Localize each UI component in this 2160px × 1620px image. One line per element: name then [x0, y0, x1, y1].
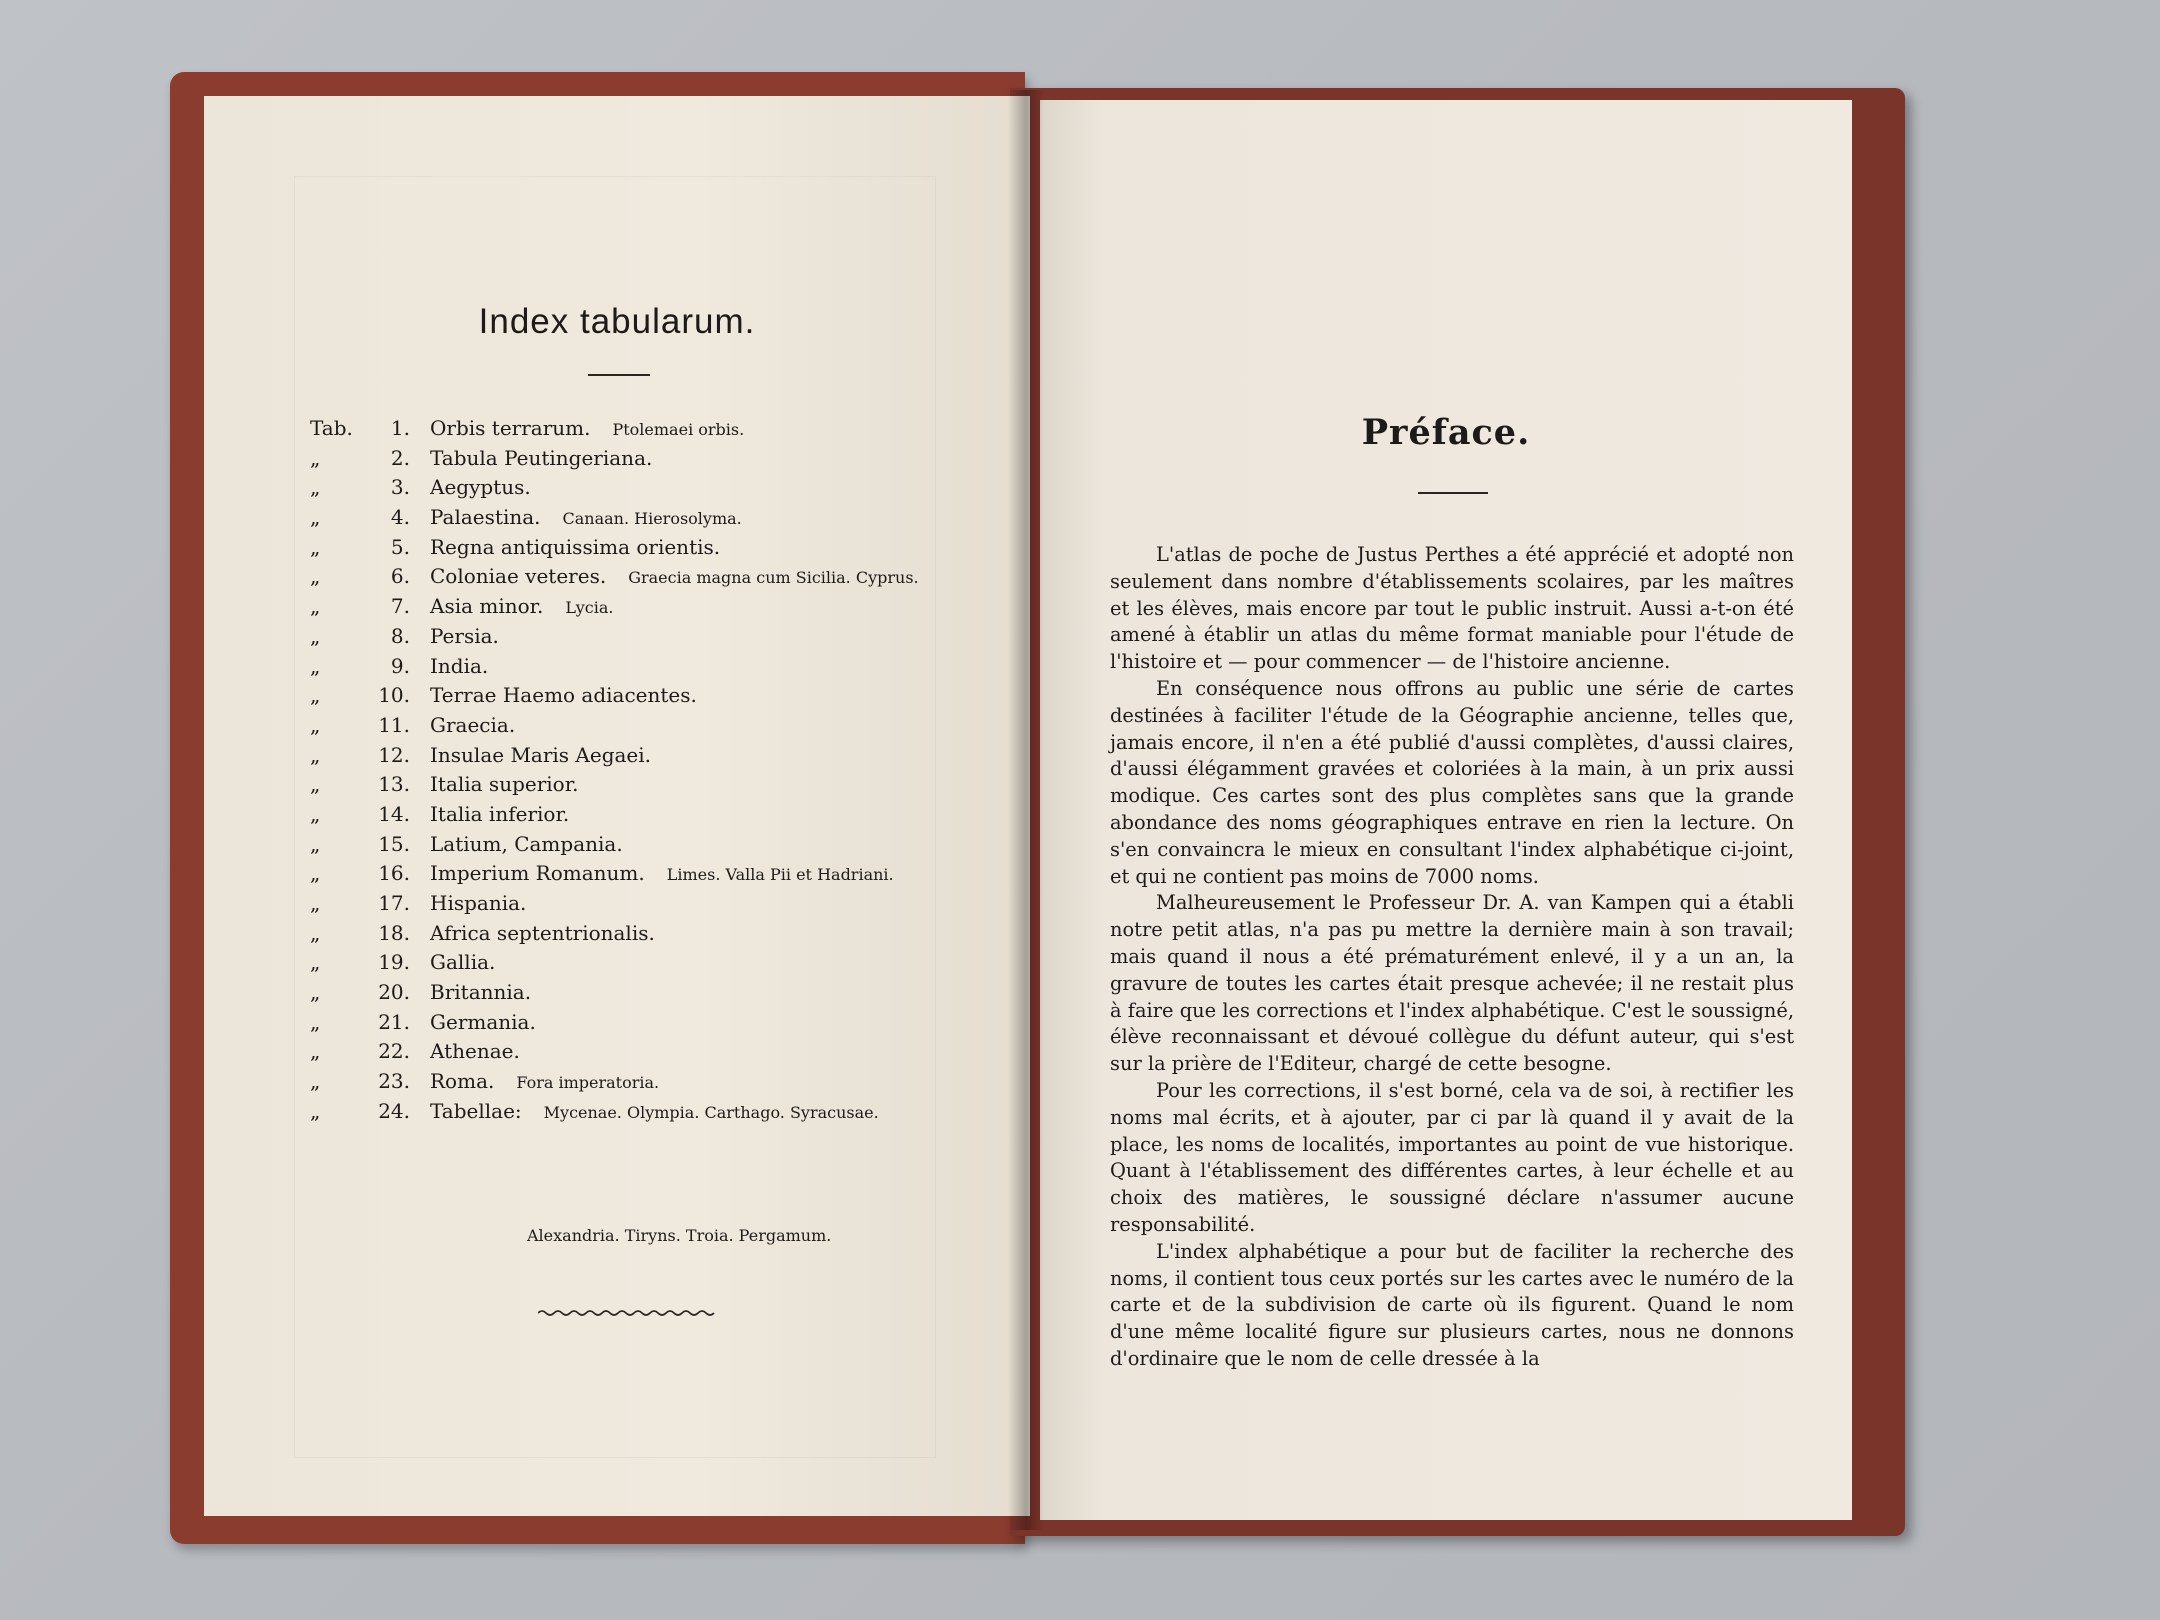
index-entry: [310, 505, 1010, 535]
index-entry-name: Italia superior.: [430, 772, 579, 797]
index-entry-name: Imperium Romanum.: [430, 861, 645, 886]
index-entry-prefix: „: [310, 772, 321, 797]
index-entry-number: 4.: [390, 505, 410, 530]
index-entry: [310, 743, 1010, 773]
index-entry-subtitle: Graecia magna cum Sicilia. Cyprus.: [628, 568, 919, 588]
index-entry-prefix: „: [310, 564, 321, 589]
index-entry-prefix: „: [310, 475, 321, 500]
preface-paragraph: En conséquence nous offrons au public une série de cartes destinées à faciliter l'étude de la Géographie ancienne, telles que, jamais encore, il n'en a été publié d'aussi complètes, d'aussi claires, d'aussi élégamment gravées et coloriées à la main, à un prix aussi modique. Ces cartes sont des plus complètes sans que la grande abondance des noms géographiques entrave en rien la lecture. On s'en convaincra le mieux en consultant l'index alphabétique ci-joint, et qui ne contient pas moins de 7000 noms.: [1110, 676, 1794, 888]
index-entry-prefix: „: [310, 445, 321, 470]
index-entry-prefix: „: [310, 594, 321, 619]
index-entry: [310, 446, 1010, 476]
index-entry-prefix: „: [310, 980, 321, 1005]
index-entry-subtitle: Canaan. Hierosolyma.: [562, 509, 742, 529]
index-entry: [310, 475, 1010, 505]
index-entry: [310, 772, 1010, 802]
index-entry-name: Tabula Peutingeriana.: [430, 445, 653, 470]
index-entry: [310, 1039, 1010, 1069]
index-entry-name: Italia inferior.: [430, 801, 570, 826]
index-entry-name: Gallia.: [430, 950, 496, 975]
index-entry-name: Germania.: [430, 1009, 536, 1034]
index-entry-name: Graecia.: [430, 712, 516, 737]
index-entry-prefix: „: [310, 1069, 321, 1094]
index-entry-prefix: Tab.: [310, 416, 353, 440]
index-entry-number: 16.: [378, 861, 410, 886]
index-entry-number: 11.: [378, 712, 410, 737]
preface-title-rule: [1418, 492, 1488, 494]
index-entry-prefix: „: [310, 623, 321, 648]
index-entry-number: 7.: [390, 594, 410, 619]
index-entry-subtitle: Lycia.: [565, 598, 614, 618]
preface-title: Préface.: [1361, 412, 1531, 453]
index-entry-prefix: „: [310, 950, 321, 975]
index-entry-number: 9.: [390, 653, 410, 678]
index-list: [310, 416, 1010, 1129]
index-entry: [310, 921, 1010, 951]
index-entry-name: Asia minor.: [430, 594, 544, 619]
book-spine: [1008, 90, 1044, 1530]
index-entry-number: 24.: [378, 1098, 410, 1123]
index-entry-number: 8.: [390, 623, 410, 648]
index-entry-prefix: „: [310, 1098, 321, 1123]
index-entry-subtitle: Mycenae. Olympia. Carthago. Syracusae.: [543, 1102, 879, 1122]
index-entry: [310, 1010, 1010, 1040]
index-entry: [310, 861, 1010, 891]
index-entry-prefix: „: [310, 505, 321, 530]
index-entry: [310, 950, 1010, 980]
index-entry-prefix: „: [310, 891, 321, 915]
index-entry-name: Aegyptus.: [430, 475, 531, 500]
index-entry-prefix: „: [310, 801, 321, 826]
index-entry-number: 6.: [390, 564, 410, 589]
index-entry-number: 23.: [378, 1069, 410, 1094]
index-entry-prefix: „: [310, 831, 321, 856]
index-entry: [310, 683, 1010, 713]
index-entry-prefix: „: [310, 1039, 321, 1064]
index-entry-prefix: „: [310, 920, 321, 945]
index-entry-name: India.: [430, 653, 489, 678]
left-page: [204, 96, 1030, 1516]
index-entry-subtitle: Fora imperatoria.: [516, 1073, 660, 1093]
index-entry-prefix: „: [310, 683, 321, 708]
index-continuation-line: Alexandria. Tiryns. Troia. Pergamum.: [527, 1226, 832, 1245]
index-title: Index tabularum.: [478, 302, 756, 341]
index-entry-prefix: „: [310, 861, 321, 886]
preface-paragraph: Pour les corrections, il s'est borné, cela va de soi, à rectifier les noms mal écrits, et à ajouter, par ci par là quand il y avait de la place, les noms de localités, importantes au point de vue historique. Quant à l'établissement des différentes cartes, à leur échelle et au choix des matières, le soussigné déclare n'assumer aucune responsabilité.: [1110, 1078, 1794, 1236]
index-entry-number: 1.: [390, 416, 410, 440]
index-entry-prefix: „: [310, 653, 321, 678]
index-entry-name: Latium, Campania.: [430, 831, 623, 856]
index-entry-number: 22.: [378, 1039, 410, 1064]
index-entry: [310, 564, 1010, 594]
preface-paragraph: L'atlas de poche de Justus Perthes a été apprécié et adopté non seulement dans nombre d'établissements scolaires, par les maîtres et les élèves, mais encore par tout le public instruit. Aussi a-t-on été amené à établir un atlas du même format maniable pour l'étude de l'histoire et — pour commencer — de l'histoire ancienne.: [1110, 543, 1794, 674]
title-rule: [588, 374, 650, 376]
wavy-ornament: [538, 1306, 718, 1320]
index-entry: [310, 891, 1010, 921]
index-entry: [310, 654, 1010, 684]
index-entry-number: 2.: [390, 445, 410, 470]
index-entry: [310, 802, 1010, 832]
index-entry-number: 12.: [378, 742, 410, 767]
index-entry-number: 15.: [378, 831, 410, 856]
index-entry: [310, 1099, 1010, 1129]
index-entry-name: Africa septentrionalis.: [430, 920, 655, 945]
index-entry: [310, 535, 1010, 565]
index-entry-number: 17.: [378, 891, 410, 915]
index-entry-name: Athenae.: [430, 1039, 520, 1064]
index-entry-prefix: „: [310, 534, 321, 559]
index-entry-subtitle: Limes. Valla Pii et Hadriani.: [666, 865, 894, 885]
index-entry: [310, 416, 1010, 446]
index-entry: [310, 1069, 1010, 1099]
preface-paragraph: Malheureusement le Professeur Dr. A. van Kampen qui a établi notre petit atlas, n'a pas pu mettre la dernière main à son travail; mais quand il nous a été prématurément enlevé, il y a un an, la gravure de toutes les cartes était presque achevée; il ne restait plus à faire que les corrections et l'index alphabétique. C'est le soussigné, élève reconnaissant et dévoué collègue du défunt auteur, qui s'est sur la prière de l'Editeur, chargé de cette besogne.: [1110, 891, 1794, 1076]
index-entry-number: 3.: [390, 475, 410, 500]
index-entry-number: 10.: [378, 683, 410, 708]
index-entry-number: 18.: [378, 920, 410, 945]
right-page: [1040, 100, 1852, 1520]
index-entry-name: Britannia.: [430, 980, 532, 1005]
preface-paragraph: L'index alphabétique a pour but de faciliter la recherche des noms, il contient tous ceux portés sur les cartes avec le numéro de la carte et de la subdivision de carte où ils figurent. Quand le nom d'une même localité figure sur plusieurs cartes, nous ne donnons d'ordinaire que le nom de celle dressée à la: [1110, 1239, 1794, 1370]
index-entry-name: Roma.: [430, 1069, 495, 1094]
index-entry-number: 14.: [378, 801, 410, 826]
index-entry-number: 21.: [378, 1009, 410, 1034]
index-entry-name: Persia.: [430, 623, 499, 648]
preface-body: [1110, 542, 1794, 1373]
index-entry: [310, 713, 1010, 743]
index-entry-number: 5.: [390, 534, 410, 559]
index-entry: [310, 980, 1010, 1010]
index-entry-name: Orbis terrarum.: [430, 416, 591, 440]
index-entry-number: 19.: [378, 950, 410, 975]
index-entry-name: Regna antiquissima orientis.: [430, 534, 721, 559]
index-entry-subtitle: Ptolemaei orbis.: [612, 420, 745, 439]
index-entry: [310, 832, 1010, 862]
index-entry: [310, 624, 1010, 654]
index-entry: [310, 594, 1010, 624]
index-entry-number: 13.: [378, 772, 410, 797]
index-entry-name: Palaestina.: [430, 505, 541, 530]
index-entry-number: 20.: [378, 980, 410, 1005]
index-entry-prefix: „: [310, 742, 321, 767]
index-entry-name: Tabellae:: [430, 1098, 522, 1123]
index-entry-name: Coloniae veteres.: [430, 564, 607, 589]
index-entry-name: Insulae Maris Aegaei.: [430, 742, 652, 767]
index-entry-name: Terrae Haemo adiacentes.: [430, 683, 697, 708]
index-entry-prefix: „: [310, 712, 321, 737]
index-entry-prefix: „: [310, 1009, 321, 1034]
index-entry-name: Hispania.: [430, 891, 527, 915]
